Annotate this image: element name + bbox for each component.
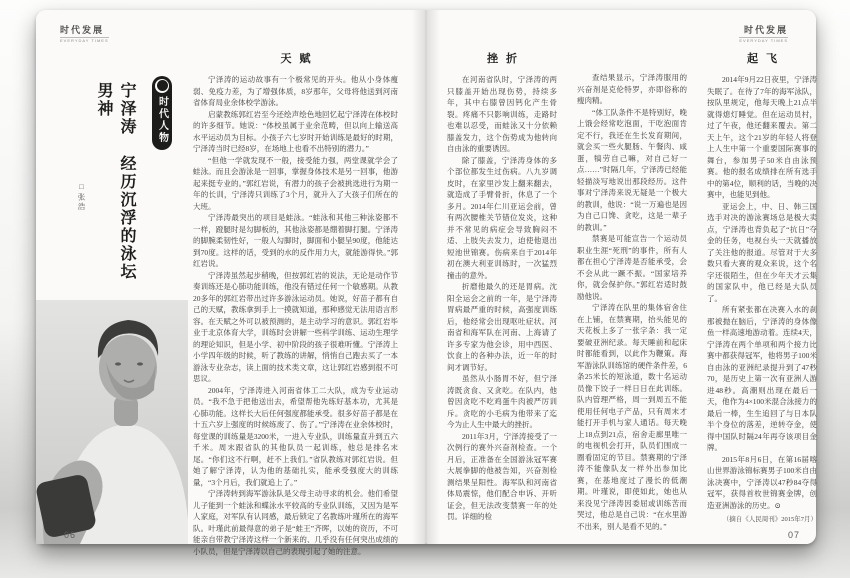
crescent-moon-icon [155,79,169,93]
author-byline: □张浩 [77,182,86,212]
paragraph: 宁泽涛虽然起步稍晚，但按郭红岩的说法，无论是动作节奏训练还是心肺功能训练，他没有错过任何一个敏感期。从教20多年的郭红岩带出过许多游泳运动员。她说，好苗子都有自己的天赋，教练拿到手上一摸就知道，那种感觉无法用语言形容。在天赋之外可以被预测的，是主动学习的意识。郭红岩毕业于北京体育大学，训练时会讲解一些科学训练、运动生理学的理论知识，但是小学、初中阶段的孩子很难听懂。宁泽涛上小学四年级的时候，听了教练的讲解，悄悄自己跑去买了一本游泳专业杂志，读上面的技术类文章，这让郭红岩感到很不可思议。 [193,270,398,383]
paragraph: 启蒙教练郭红岩至今还绘声绘色地回忆起宁泽涛在体校时的许多细节。她说：“体校虽属于业余范畴，但以向上输送高水平运动员为目标。小孩子六七岁时开始训练是最好的时期，宁泽涛当时已经8岁，在场地上也看不出特别的潜力。” [193,109,398,153]
logo-subtext: EVERYDAY TIMES [739,37,788,43]
paragraph: 虽然从小肠胃不好，但宁泽涛既贪食、又贪吃。在队内，他曾因贪吃不吃鸡蛋牛肉被严厉训斥。贪吃的小毛病为他带来了迄今为止人生中最大的挫折。 [447,374,557,429]
paragraph: “体工队条件不是特别好，晚上饿会经常吃泡面，干吃泡面肯定不行，我还在生长发育期间，就会买一些火腿肠、午餐肉、咸蛋，犒劳自己嘛，对自己好一点……”时隔几年，宁泽涛已经能轻描淡写地说出那段经历。这件事对宁泽涛来说无疑是一个极大的教训，他说：“说一万遍也是因为自己口馋、贪吃，这是一辈子的教训。” [577,107,687,232]
column-takeoff [707,50,817,520]
page-number-left: 06 [64,530,77,540]
paragraph: 宁泽涛的运动故事有一个极常见的开头。他从小身体瘦弱、免疫力差，为了增强体质，8岁那年，父母将他送到河南省体育局业余体校学游泳。 [193,75,398,107]
paragraph: 2015年8月6日，在第16届喀山世界游泳锦标赛男子100米自由泳决赛中，宁泽涛以47秒84夺得冠军，获得首枚世锦赛金牌，创造亚洲游泳的历史。⊙ [707,454,817,510]
paragraph: 2004年，宁泽涛进入河南省体工二大队，成为专业运动员。“我不急于把他送出去，希望帮他先练好基本功，尤其是心肺功能。这样长大后任何强度都能承受。很多好苗子都是在十五六岁上强度的时候练废了、伤了。”宁泽涛在业余体校时，每堂课的训练量是3200米，一进入专业队，训练量直升到五六千米。周末跟省队的其他队员一起训练，他总是排名末尾。“你们这不行啊，赶不上我们。”省队教练对郭红岩说。但她了解宁泽涛，认为他的基础扎实，能承受强度大的训练量，“3个月后，我们就追上了。” [193,385,398,487]
paragraph: 除了膝盖，宁泽涛身体的多个部位都发生过伤病。八九岁调皮时，在家里沙发上翻来翻去，就造成了手臂骨折，休息了一个多月。2014年仁川亚运会前，曾有两次腰椎关节错位发炎，这种并不常见的病症会导致胸闷不适、上肢失去发力，迫使他退出短池世锦赛。伤病来自于2014年初在澳大利亚训练时，一次猛烈撞击的意外。 [447,155,557,280]
page-right [426,10,816,544]
page-left [36,10,426,556]
paragraph: 折磨他最久的还是胃病。沈阳全运会之前的一年，是宁泽涛胃病最严重的时候，高强度训练后，他经常会出现呕吐症状。河南省和海军队在河南、上海请了许多专家为他会诊，用中西医、饮食上的各种办法，近一年的时间才调节好。 [447,282,557,372]
paragraph: 宁泽涛最突出的项目是蛙泳。“蛙泳和其他三种泳姿都不一样，蹬腿时是勾脚板的，其他泳姿都是绷着脚打腿。宁泽涛的脚腕柔韧性好，一般人勾脚时，脚面和小腿呈90度，他能达到70度。这样的话，受到的水的反作用力大，就能游得快。”郭红岩说。 [193,213,398,268]
swimmer-photo-art [36,300,188,544]
article-title: 宁泽涛 经历沉浮的泳坛男神 [95,82,135,281]
section-heading-talent: 天赋 [280,53,319,65]
magazine-logo-right [739,26,788,43]
setback-paragraphs [447,74,557,523]
paragraph: 2014年9月22日夜里，宁泽涛失眠了。在待了7年的海军泳队，按队里规定，他每天晚上21点半就得熄灯睡觉。但在运动员村，过了午夜，他还翻来覆去。第二天上午，这个21岁的年轻人将登上人生中第一个重要国际赛事的舞台，参加男子50米自由泳预赛。他的报名成绩排在所有选手中的第4位，顺利的话，当晚的决赛中，也能见到他。 [707,75,817,199]
page-number-right: 07 [787,530,800,540]
source-citation: （摘自《人民周刊》2015年7月） [722,516,817,523]
section-heading-setback: 挫折 [487,53,525,65]
column-badge [152,76,172,150]
paragraph: 亚运会上，中、日、韩三国选手对决的游泳赛场总是极大卖点，宁泽涛也背负起了“抗日”夺金的任务，电视台头一天就播放了关注他的报道。尽管对于大多数只看大赛的观众来说，这个名字还很陌生，但在少年天才云集的国家队中，他已经是大队员了。 [707,201,817,303]
paragraph: 宁泽涛转到海军游泳队是父母主动寻求的机会。他们希望儿子能到一个蛙泳和蝶泳水平较高的专业队训练，又因为是军人家庭，对军队有认同感，最后锁定了名教练叶瑾所在的海军队。叶瑾此前最得意的弟子是“蛙王”齐晖，以她的资历，不可能亲自带教宁泽涛这样一个新来的、几乎没有任何突出成绩的小队员，但是宁泽涛以自己的表现引起了她的注意。 [193,489,398,556]
takeoff-paragraphs [707,74,817,511]
paragraph: “但他一学就发现不一般，接受能力强，两堂课就学会了蛙泳。而且会游泳是一回事，掌握身体技术是另一回事，他游起来挺专业的。”郭红岩说，有潜力的孩子会被挑选进行为期一年的长训，宁泽涛只训练了3个月，就升入了大孩子们所在的大班。 [193,155,398,211]
paragraph: 2011年3月，宁泽涛接受了一次例行的赛外兴奋剂检查。一个月后，正准备在全国游泳冠军赛大展拳脚的他被告知，兴奋剂检测结果呈阳性。海军队和河南省体局震惊，他们配合申诉、开听证会，但无法改变禁赛一年的处罚。详细的检 [447,431,557,521]
logo-subtext: EVERYDAY TIMES [60,37,109,43]
swimmer-photo [36,300,188,544]
column-setback [447,50,557,520]
article-body-left [193,50,398,556]
paragraph: 在河南省队时，宁泽涛的两只膝盖开始出现伤势，持续多年，其中右膝曾因钙化产生骨裂。疼痛不只影响训练，走路时也难以忍受，而蛙泳又十分依赖膝盖发力，这个伤势成为他转向自由泳的重要诱因。 [447,75,557,153]
magazine-logo-left [60,26,109,43]
logo-text: 时代发展 [60,25,105,35]
column-middle [577,72,687,531]
badge-label: 时代人物 [156,96,168,144]
open-magazine [36,10,817,556]
paragraph: 所有紧张都在决赛入水的刹那被抛在脑后，宁泽涛的身体像鱼一样高速地游动着。连续4天，宁泽涛在两个单项和两个接力比赛中都获得冠军，他将男子100米自由泳的亚洲纪录提升到了47秒70，是历史上第一次有亚洲人游进48秒。高潮则出现在最后一天，他作为4×100米混合泳接力的最后一棒，生生追回了与日本队半个身位的落差，逆转夺金，使得中国队时隔24年再夺该项目金牌。 [707,305,817,452]
logo-text: 时代发展 [743,25,788,35]
paragraph: 宁泽涛在队里的集体宿舍住在上铺，在禁赛期，抬头能见的天花板上多了一张字条：我一定要破亚洲纪录。每天睡前和起床时都能看到，以此作为鞭策。海军游泳队训练馆的硬件条件差，6条25米长的短泳道，数十名运动员像下饺子一样日日在此训练。队内管理严格，周一到周五不能使用任何电子产品，只有周末才能打开手机与家人通话。每天晚上18点到21点，宿舍走廊里唯一的电视机会打开，队员们围成一圈看固定的节目。禁赛期的宁泽涛不能像队友一样外出参加比赛，在基地度过了漫长的低潮期。叶瑾说，即使如此，她也从来没见宁泽涛因委屈或训练苦而哭过，他总是自己说：“在水里游不出来，别人是看不见的。” [577,303,687,531]
paragraph: 禁赛是可能宣告一个运动员职业生涯“死刑”的事件，所有人都在担心宁泽涛是否能承受，会不会从此一蹶不振。“国家培养你，就会保护你。”郭红岩适时鼓励他说。 [577,234,687,301]
section-heading-takeoff: 起飞 [747,53,785,65]
paragraph: 查结果显示，宁泽涛服用的兴奋剂是克伦特罗，亦即俗称的瘦肉精。 [577,73,687,105]
middle-paragraphs [577,72,687,532]
talent-paragraphs [193,74,398,557]
